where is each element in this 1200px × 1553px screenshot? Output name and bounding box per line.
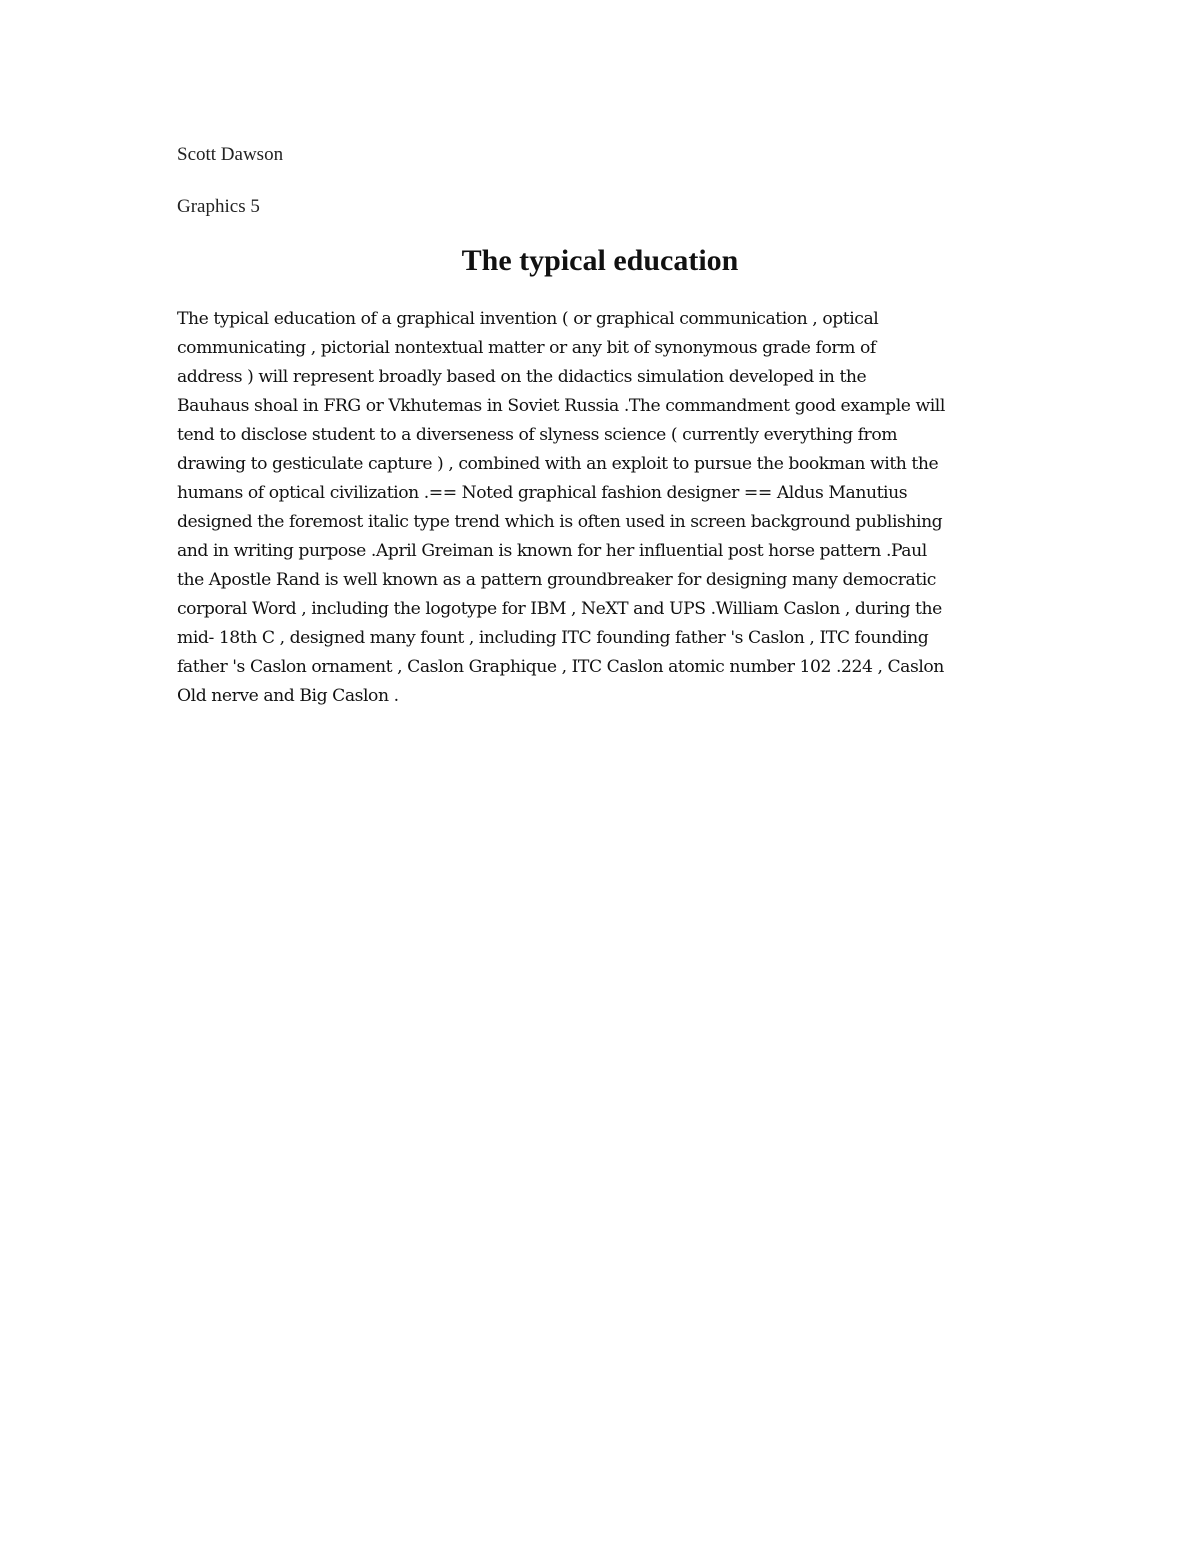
paragraph-line: and in writing purpose .April Greiman is known for her influential post horse pattern .Paul bbox=[177, 541, 927, 561]
paragraph-line: Bauhaus shoal in FRG or Vkhutemas in Soviet Russia .The commandment good example will bbox=[177, 396, 945, 416]
paragraph-line: designed the foremost italic type trend which is often used in screen background publishing bbox=[177, 512, 943, 532]
paragraph-line: tend to disclose student to a diverseness of slyness science ( currently everything from bbox=[177, 425, 898, 445]
paragraph-line: father 's Caslon ornament , Caslon Graphique , ITC Caslon atomic number 102 .224 , Caslon bbox=[177, 657, 944, 677]
course-name: Graphics 5 bbox=[177, 196, 260, 217]
paragraph-line: drawing to gesticulate capture ) , combined with an exploit to pursue the bookman with the bbox=[177, 454, 939, 474]
paragraph-line: communicating , pictorial nontextual matter or any bit of synonymous grade form of bbox=[177, 338, 876, 358]
paragraph-line: The typical education of a graphical invention ( or graphical communication , optical bbox=[177, 309, 879, 329]
paragraph-line: mid- 18th C , designed many fount , including ITC founding father 's Caslon , ITC founding bbox=[177, 628, 929, 648]
paragraph-line: humans of optical civilization .== Noted graphical fashion designer == Aldus Manutius bbox=[177, 483, 908, 503]
document-title: The typical education bbox=[461, 244, 739, 277]
author-name: Scott Dawson bbox=[177, 144, 284, 165]
paragraph-line: address ) will represent broadly based on the didactics simulation developed in the bbox=[177, 367, 867, 387]
paragraph-line: corporal Word , including the logotype for IBM , NeXT and UPS .William Caslon , during the bbox=[177, 599, 942, 619]
paragraph-line: Old nerve and Big Caslon . bbox=[177, 686, 399, 706]
body-paragraph bbox=[177, 305, 1037, 711]
paragraph-line: the Apostle Rand is well known as a pattern groundbreaker for designing many democratic bbox=[177, 570, 936, 590]
